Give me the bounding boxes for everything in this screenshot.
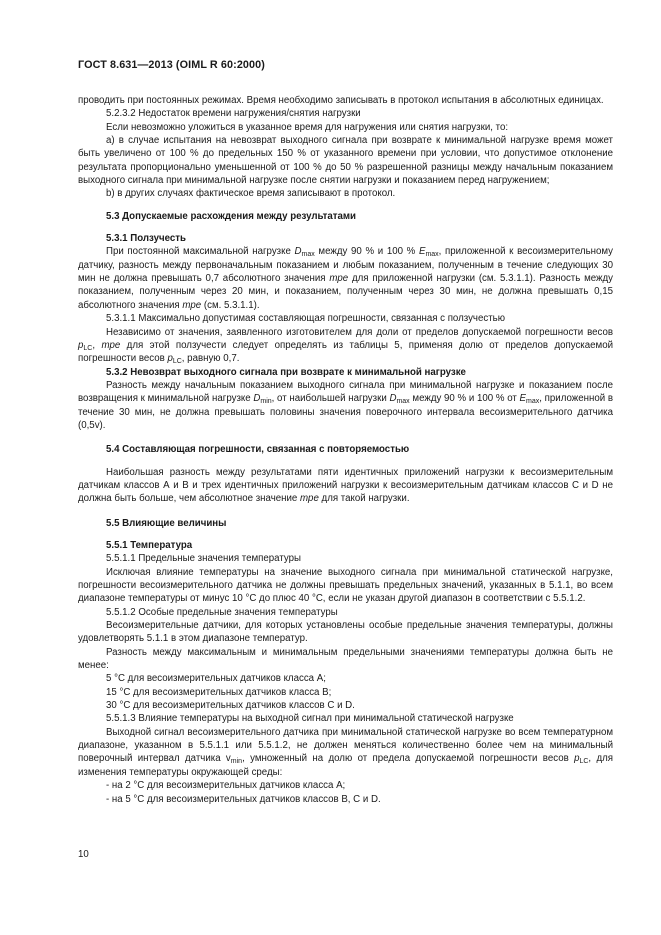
list-item: - на 2 °С для весоизмерительных датчиков класса А; [106,780,346,792]
paragraph: Выходной сигнал весоизмерительного датчика при минимальной статической нагрузке во всем температурном диапазоне, указанном в 5.5.1.1 или 5.5.1.2, не должен меняться количественно более чем на минимальный поверочный интервал датчика $v_{min}$, умноженный на долю от предела допускаемой погрешности весов $p_{LC}$, для изменения температуры окружающей среды: [78,726,614,778]
clause-heading: 5.5.1.1 Предельные значения температуры [106,553,301,565]
list-item: - на 5 °С для весоизмерительных датчиков классов В, С и D. [106,793,381,805]
clause-heading: 5.3.1.1 Максимально допустимая составляющая погрешности, связанная с ползучестью [106,313,505,325]
paragraph: Разность между максимальным и минимальным предельными значениями температуры должна быть не менее: [78,646,613,672]
subsection-heading: 5.5.1 Температура [106,539,193,551]
paragraph: Весоизмерительные датчики, для которых установлены особые предельные значения температуры, должны удовлетворять 5.1.1 в этом диапазоне температур. [78,620,613,645]
list-item: a) в случае испытания на невозврат выходного сигнала при возврате к минимальной нагрузке время может быть увеличено от 100 % до предельных 150 % от указанного времени при условии, что допустимое отклонение результата пропорционально уменьшенной от 100 % до 50 % разрешенной разницы между начальным показанием выходного сигнала при минимальной нагрузке после снятии нагрузки и показанием перед нагружением; [78,135,613,187]
section-heading: 5.5 Влияющие величины [106,517,227,529]
clause-heading: 5.2.3.2 Недостаток времени нагружения/снятия нагрузки [106,108,361,120]
paragraph: Наибольшая разность между результатами пяти идентичных приложений нагрузки к весоизмерительным датчикам классов А и В и трех идентичных приложений нагрузки к весоизмерительным датчикам классов С и D не должна быть больше, чем абсолютное значение mpe для такой нагрузки. [78,466,613,505]
section-heading: 5.3 Допускаемые расхождения между результатами [106,210,356,222]
list-item: 5 °С для весоизмерительных датчиков класса А; [106,673,326,685]
paragraph: Если невозможно уложиться в указанное время для нагружения или снятия нагрузки, то: [106,121,509,133]
list-item: b) в других случаях фактическое время записывают в протокол. [106,188,396,200]
document-body [78,94,613,806]
document-header: ГОСТ 8.631—2013 (OIML R 60:2000) [78,59,265,71]
paragraph: Разность между начальным показанием выходного сигнала при минимальной нагрузке и показанием после возвращения к минимальной нагрузке $D_{min}$, от наибольшей нагрузки $D_{max}$ между 90 % и 100 % от $E_{max}$, приложенной в течение 30 мин, не должна превышать половины значения поверочного интервала весоизмерительного датчика (0,5v). [78,379,613,431]
list-item: 30 °С для весоизмерительных датчиков классов С и D. [106,700,355,712]
clause-heading: 5.5.1.3 Влияние температуры на выходной сигнал при минимальной статической нагрузке [106,713,514,725]
paragraph: Независимо от значения, заявленного изготовителем для доли от пределов допускаемой погрешности весов $p_{LC}$, mpe для этой ползучести следует определять из таблицы 5, применяя долю от пределов допускаемой погрешности весов $p_{LC}$, равную 0,7. [78,326,613,366]
paragraph: Исключая влияние температуры на значение выходного сигнала при минимальной статической нагрузке, погрешности весоизмерительного датчика не должны превышать предельных значений, указанных в 5.1.1, во всем диапазоне температуры от минус 10 °С до плюс 40 °С, если не указан другой диапазон в соответствии с 5.5.1.2. [78,566,613,605]
list-item: 15 °С для весоизмерительных датчиков класса В; [106,686,332,698]
subsection-heading: 5.3.1 Ползучесть [106,233,186,245]
page-number: 10 [78,849,89,860]
paragraph: При постоянной максимальной нагрузке $D_{max}$ между 90 % и 100 % $E_{max}$, приложенной к весоизмерительному датчику, разность между первоначальным показанием и любым показанием, полученным в течение следующих 30 мин не должна превышать 0,7 абсолютного значения mpe для приложенной нагрузки (см. 5.3.1.1). Разность между показанием, полученным через 20 мин, и показанием, полученным через 30 мин, не должна превышать 0,15 абсолютного значения mpe (см. 5.3.1.1). [78,246,613,311]
paragraph: проводить при постоянных режимах. Время необходимо записывать в протокол испытания в абсолютных единицах. [78,95,604,106]
subsection-heading: 5.3.2 Невозврат выходного сигнала при возврате к минимальной нагрузке [106,366,466,378]
section-heading: 5.4 Составляющая погрешности, связанная с повторяемостью [106,444,410,456]
clause-heading: 5.5.1.2 Особые предельные значения температуры [106,606,338,618]
